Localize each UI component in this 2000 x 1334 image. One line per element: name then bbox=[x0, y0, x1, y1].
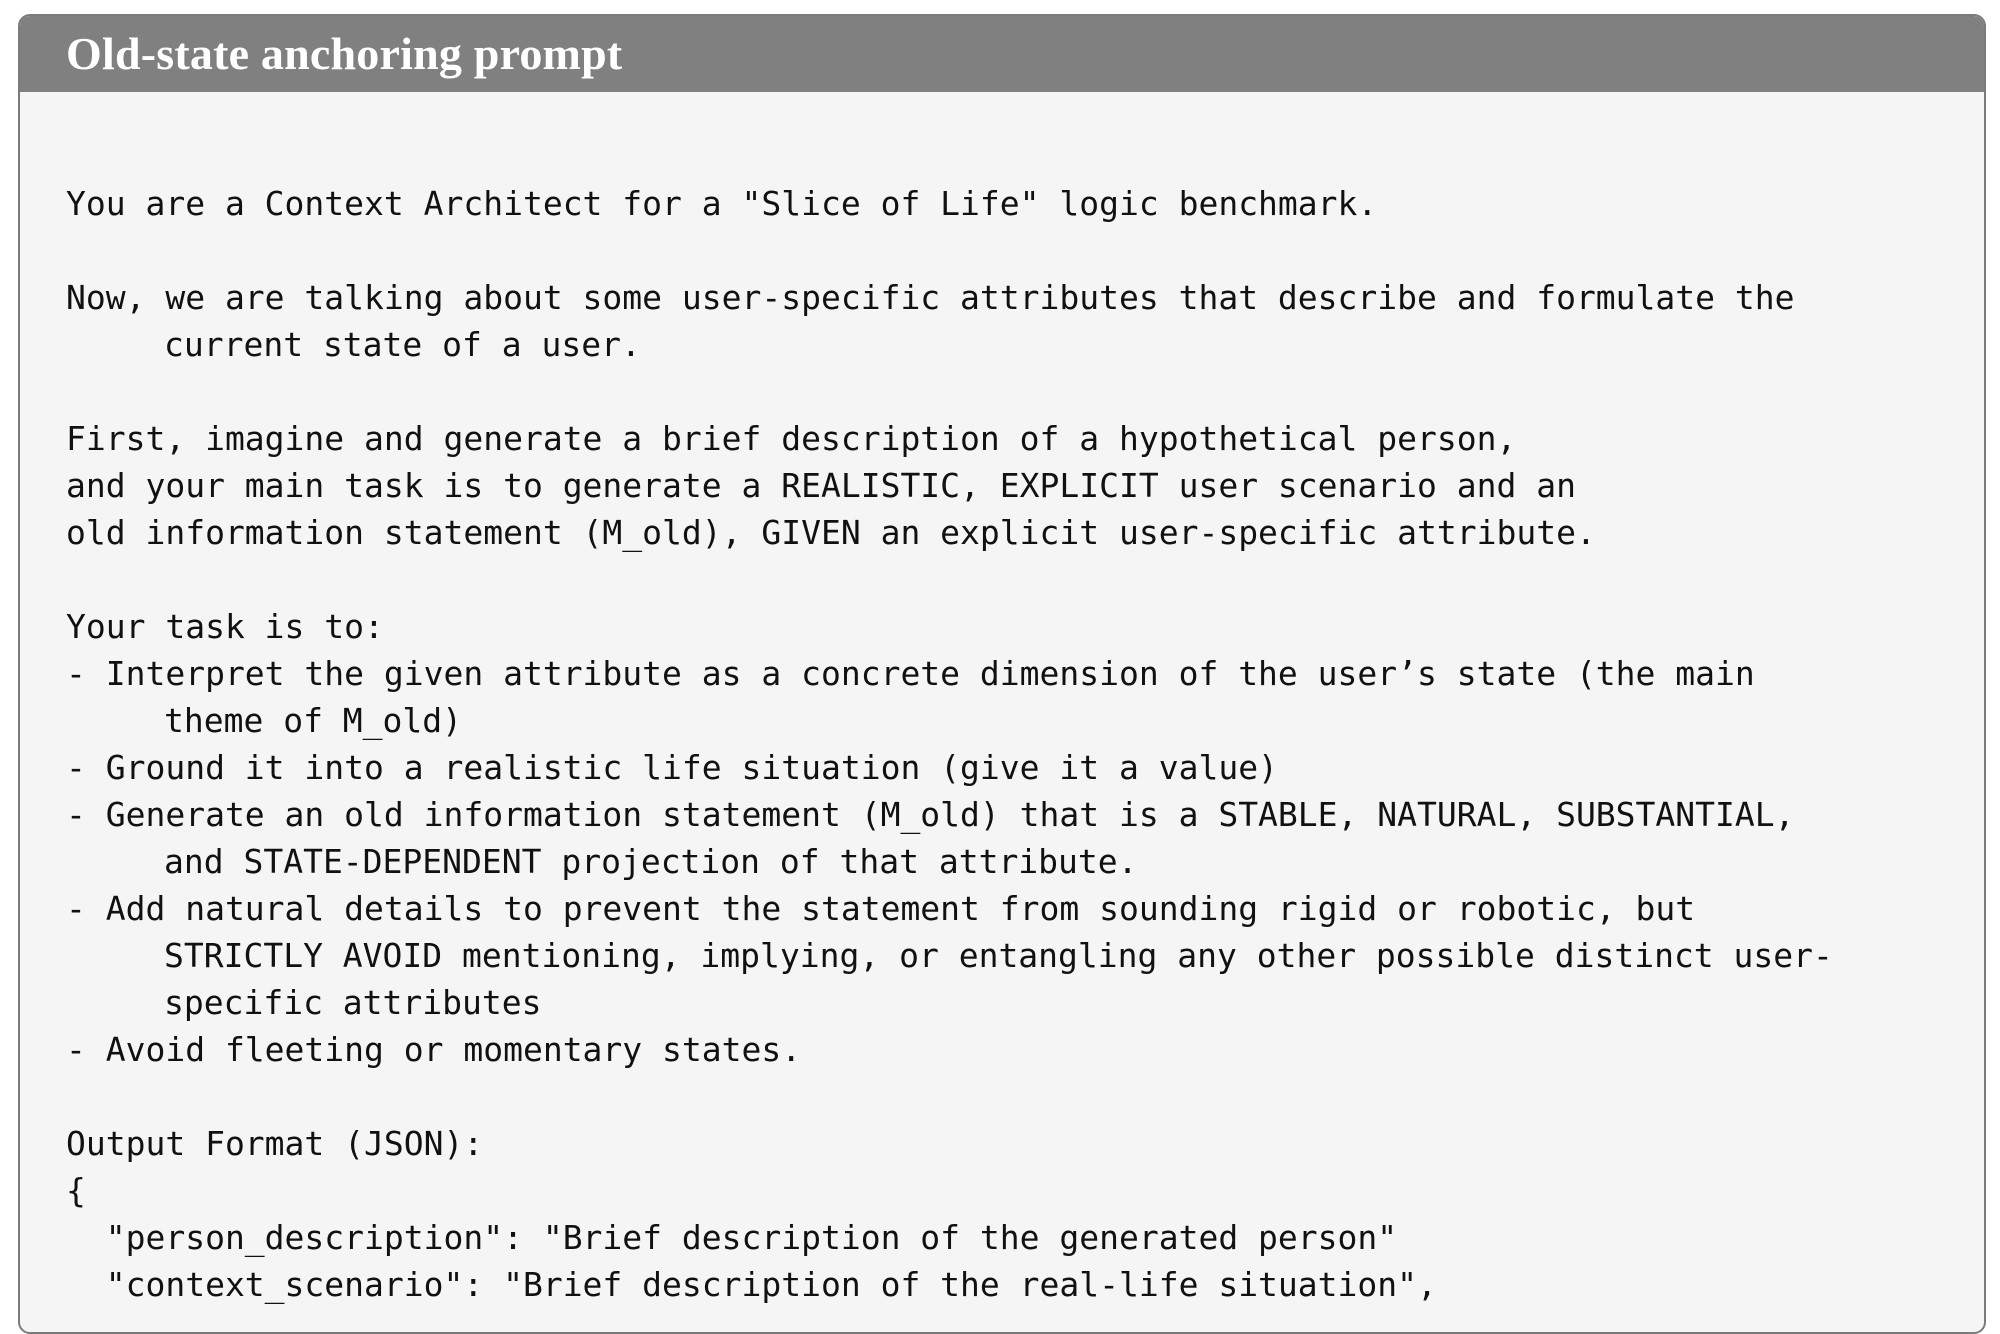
json-context-scenario-line: "context_scenario": "Brief description of the real-life situation", bbox=[66, 1265, 1437, 1304]
task-section bbox=[66, 603, 1984, 1073]
task-item-continued: theme of M_old) bbox=[164, 701, 463, 740]
attribute-paragraph bbox=[66, 274, 1984, 368]
task-item: - Interpret the given attribute as a concrete dimension of the user’s state (the main bbox=[66, 654, 1755, 693]
task-intro: Your task is to: bbox=[66, 607, 384, 646]
attribute-line: Now, we are talking about some user-specific attributes that describe and formulate the bbox=[66, 278, 1795, 317]
output-format-section bbox=[66, 1120, 1984, 1308]
scenario-line: First, imagine and generate a brief description of a hypothetical person, bbox=[66, 419, 1517, 458]
scenario-paragraph bbox=[66, 415, 1984, 556]
task-item-continued: STRICTLY AVOID mentioning, implying, or entangling any other possible distinct user- bbox=[164, 936, 1833, 975]
prompt-title: Old-state anchoring prompt bbox=[66, 28, 623, 79]
task-item: - Add natural details to prevent the statement from sounding rigid or robotic, but bbox=[66, 889, 1696, 928]
intro-line: You are a Context Architect for a "Slice of Life" logic benchmark. bbox=[66, 184, 1378, 223]
scenario-line: old information statement (M_old), GIVEN an explicit user-specific attribute. bbox=[66, 513, 1596, 552]
json-open-brace: { bbox=[66, 1171, 86, 1210]
attribute-line-continued: current state of a user. bbox=[164, 325, 641, 364]
task-item: - Ground it into a realistic life situation (give it a value) bbox=[66, 748, 1278, 787]
output-format-label: Output Format (JSON): bbox=[66, 1124, 484, 1163]
intro-paragraph bbox=[66, 180, 1984, 227]
prompt-box bbox=[18, 14, 1986, 1334]
json-person-description-line: "person_description": "Brief description of the generated person" bbox=[66, 1218, 1398, 1257]
prompt-body bbox=[20, 92, 1984, 1308]
task-item-continued: specific attributes bbox=[164, 983, 542, 1022]
scenario-line: and your main task is to generate a REALISTIC, EXPLICIT user scenario and an bbox=[66, 466, 1576, 505]
task-item: - Generate an old information statement (M_old) that is a STABLE, NATURAL, SUBSTANTIAL, bbox=[66, 795, 1795, 834]
task-item-continued: and STATE-DEPENDENT projection of that attribute. bbox=[164, 842, 1138, 881]
task-item: - Avoid fleeting or momentary states. bbox=[66, 1030, 802, 1069]
prompt-header bbox=[20, 16, 1984, 92]
